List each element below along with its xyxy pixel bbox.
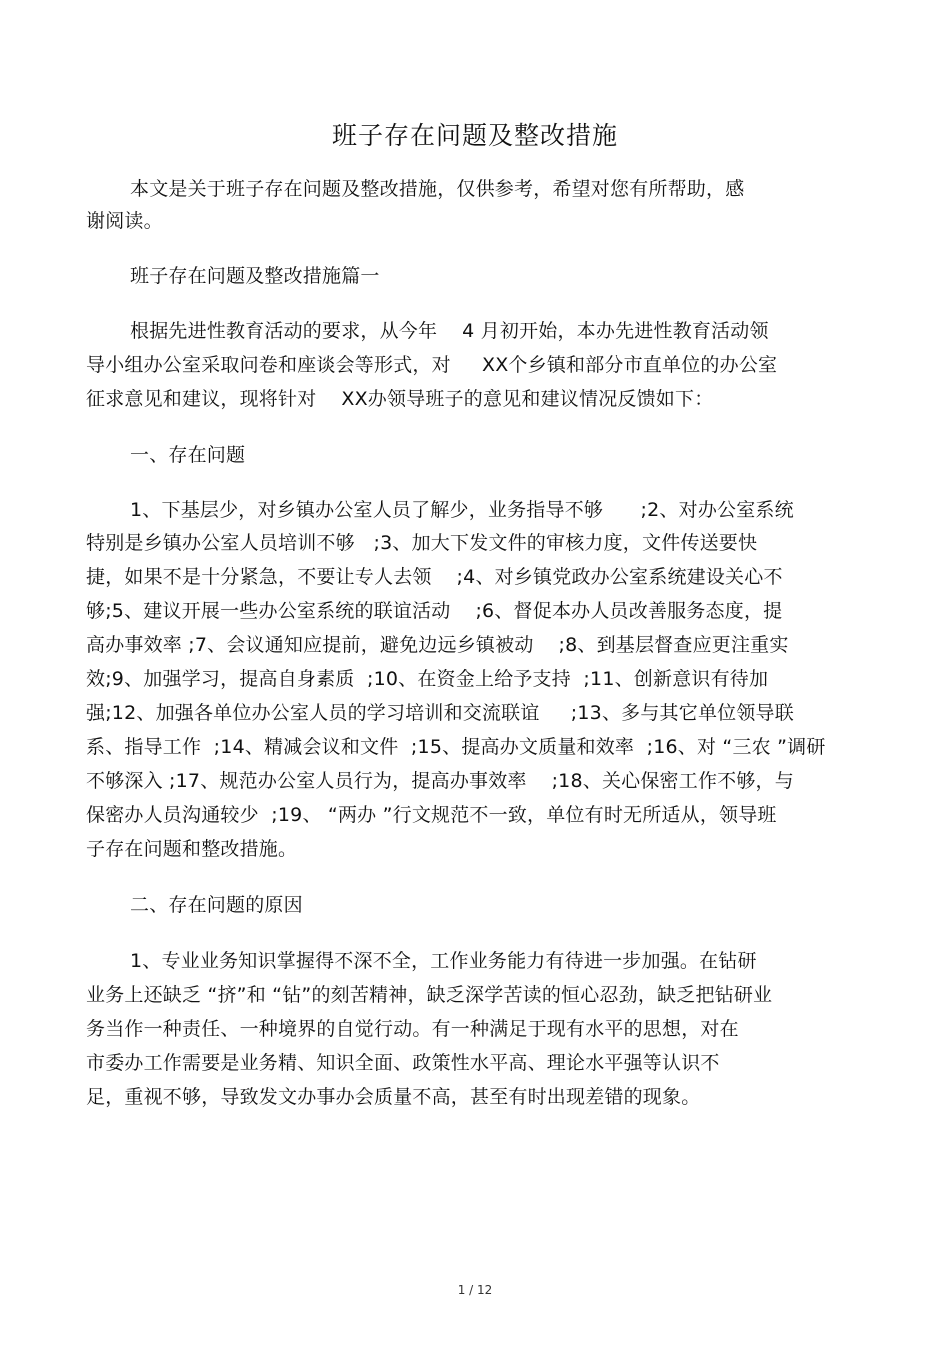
reasons-line-3: 务当作一种责任、一种境界的自觉行动。有一种满足于现有水平的思想，对在 [86, 1018, 739, 1040]
issues-line-10: 保密办人员沟通较少 ;19、 “两办 ”行文规范不一致，单位有时无所适从，领导班 [86, 804, 777, 826]
reasons-line-2: 业务上还缺乏 “挤”和 “钻”的刻苦精神，缺乏深学苦读的恒心忍劲，缺乏把钻研业 [86, 984, 773, 1006]
issues-line-5: 高办事效率 ;7、会议通知应提前，避免边远乡镇被动 ;8、到基层督查应更注重实 [86, 634, 789, 656]
issues-line-3: 捷，如果不是十分紧急，不要让专人去领 ;4、对乡镇党政办公室系统建设关心不 [86, 566, 783, 588]
document-title: 班子存在问题及整改措施 [331, 121, 618, 150]
para1-line-3: 征求意见和建议，现将针对 XX办领导班子的意见和建议情况反馈如下： [86, 388, 714, 410]
issues-line-1: 1、下基层少，对乡镇办公室人员了解少，业务指导不够 ;2、对办公室系统 [130, 499, 794, 521]
issues-line-6: 效;9、加强学习，提高自身素质 ;10、在资金上给予支持 ;11、创新意识有待加 [86, 668, 769, 690]
heading-issues: 一、存在问题 [130, 444, 246, 466]
issues-line-2: 特别是乡镇办公室人员培训不够 ;3、加大下发文件的审核力度，文件传送要快 [86, 532, 758, 554]
intro-line-2: 谢阅读。 [86, 210, 163, 232]
issues-line-4: 够;5、建议开展一些办公室系统的联谊活动 ;6、督促本办人员改善服务态度，提 [86, 600, 783, 622]
intro-line-1: 本文是关于班子存在问题及整改措施，仅供参考，希望对您有所帮助，感 [130, 178, 745, 200]
para1-line-2: 导小组办公室采取问卷和座谈会等形式，对 XX个乡镇和部分市直单位的办公室 [86, 354, 778, 376]
page-number: 1 / 12 [457, 1283, 493, 1297]
issues-line-9: 不够深入 ;17、规范办公室人员行为，提高办事效率 ;18、关心保密工作不够，与 [86, 770, 794, 792]
para1-line-1: 根据先进性教育活动的要求，从今年 4 月初开始，本办先进性教育活动领 [130, 320, 769, 342]
reasons-line-5: 足，重视不够，导致发文办事办会质量不高，甚至有时出现差错的现象。 [86, 1086, 701, 1108]
heading-reasons: 二、存在问题的原因 [130, 894, 303, 916]
issues-line-11: 子存在问题和整改措施。 [86, 838, 298, 860]
reasons-line-1: 1、专业业务知识掌握得不深不全，工作业务能力有待进一步加强。在钻研 [130, 950, 757, 972]
section-title: 班子存在问题及整改措施篇一 [130, 265, 380, 287]
reasons-line-4: 市委办工作需要是业务精、知识全面、政策性水平高、理论水平强等认识不 [86, 1052, 720, 1074]
issues-line-7: 强;12、加强各单位办公室人员的学习培训和交流联谊 ;13、多与其它单位领导联 [86, 702, 794, 724]
issues-line-8: 系、指导工作 ;14、精减会议和文件 ;15、提高办文质量和效率 ;16、对 “三农 ”调研 [86, 736, 826, 758]
